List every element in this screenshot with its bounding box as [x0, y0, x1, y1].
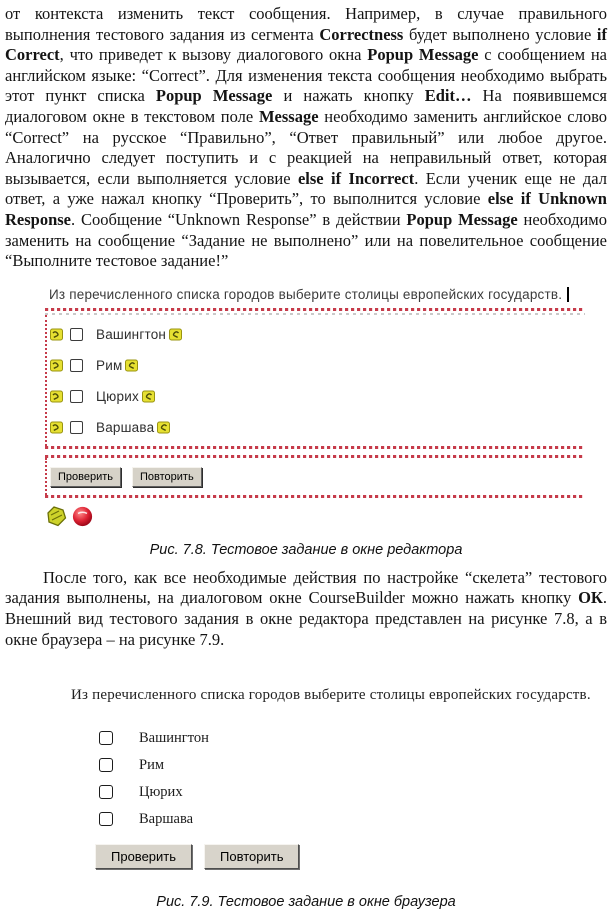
browser-option-row	[99, 810, 607, 828]
coursebuilder-marker-icon[interactable]	[142, 390, 155, 403]
figure-7-9-caption: Рис. 7.9. Тестовое задание в окне браузера	[156, 894, 456, 911]
text-cursor	[567, 287, 569, 302]
dotted-border-top	[45, 308, 585, 311]
browser-task-text: Из перечисленного списка городов выберите столицы европейских государств.	[71, 687, 591, 704]
repeat-button-browser[interactable]: Повторить	[204, 844, 299, 869]
coursebuilder-marker-icon[interactable]	[169, 328, 182, 341]
editor-checkbox[interactable]	[70, 421, 83, 434]
browser-checkbox[interactable]	[99, 731, 113, 745]
editor-checkbox[interactable]	[70, 328, 83, 341]
browser-buttons-region	[95, 844, 607, 869]
figure-7-8-caption: Рис. 7.8. Тестовое задание в окне редактора	[149, 541, 463, 558]
browser-option-label: Варшава	[139, 810, 194, 827]
editor-option-label: Цюрих	[96, 389, 139, 405]
browser-option-label: Цюрих	[139, 783, 183, 800]
editor-task-text-label: Из перечисленного списка городов выберите столицы европейских государств.	[49, 286, 563, 302]
editor-buttons-region	[45, 458, 585, 495]
editor-checkbox[interactable]	[70, 390, 83, 403]
editor-option-row	[50, 387, 585, 407]
coursebuilder-marker-icon[interactable]	[125, 359, 138, 372]
repeat-button-editor[interactable]: Повторить	[132, 467, 202, 487]
coursebuilder-marker-icon[interactable]	[50, 328, 63, 341]
coursebuilder-red-icon[interactable]	[71, 505, 94, 528]
editor-task-text	[49, 287, 585, 302]
coursebuilder-marker-icon[interactable]	[50, 359, 63, 372]
coursebuilder-marker-icon[interactable]	[50, 390, 63, 403]
editor-option-row	[50, 418, 585, 438]
browser-option-row	[99, 783, 607, 801]
body-paragraph-1: от контекста изменить текст сообщения. Например, в случае правильного выполнения тестового задания из сегмента Correctness будет выполнено условие if Correct, что приведет к вызову диалогового окна Popup Message с сообщением на английском языке: “Correct”. Для изменения текста сообщения необходимо выбрать этот пункт списка Popup Message и нажать кнопку Edit… На появившемся диалоговом окне в текстовом поле Message необходимо заменить английское слово “Correct” на русское “Правильно”, “Ответ правильный” или любое другое. Аналогично следует поступить и с реакцией на неправильный ответ, которая вызывается, если выполняется условие else if Incorrect. Если ученик еще не дал ответ, а уже нажал кнопку “Проверить”, то выполнится условие else if Unknown Response. Сообщение “Unknown Response” в действии Popup Message необходимо заменить на сообщение “Задание не выполнено” или на повелительное сообщение “Выполните тестовое задание!”	[5, 4, 608, 271]
browser-checkbox[interactable]	[99, 758, 113, 772]
body-paragraph-2: После того, как все необходимые действия по настройке “скелета” тестового задания выполнены, на диалоговом окне CourseBuilder можно нажать кнопку ОК. Внешний вид тестового задания в окне редактора представлен на рисунке 7.8, а в окне браузера – на рисунке 7.9.	[5, 567, 607, 649]
editor-options-region	[45, 315, 585, 446]
browser-checkbox[interactable]	[99, 812, 113, 826]
coursebuilder-marker-icon[interactable]	[50, 421, 63, 434]
editor-option-row	[50, 325, 585, 345]
browser-checkbox[interactable]	[99, 785, 113, 799]
check-button-browser[interactable]: Проверить	[95, 844, 192, 869]
browser-option-label: Вашингтон	[139, 729, 209, 746]
editor-checkbox[interactable]	[70, 359, 83, 372]
dotted-border-bottom	[45, 495, 585, 498]
coursebuilder-marker-icon[interactable]	[157, 421, 170, 434]
editor-option-label: Вашингтон	[96, 327, 167, 343]
editor-option-row	[50, 356, 585, 376]
coursebuilder-yellow-icon[interactable]	[46, 506, 67, 527]
browser-option-row	[99, 729, 607, 747]
editor-option-label: Варшава	[96, 420, 155, 436]
editor-option-label: Рим	[96, 358, 123, 374]
browser-option-row	[99, 756, 607, 774]
figure-browser-view	[71, 687, 607, 869]
check-button-editor[interactable]: Проверить	[50, 467, 121, 487]
editor-invisible-markers	[46, 505, 585, 529]
figure-editor-view	[45, 287, 585, 529]
browser-option-label: Рим	[139, 756, 164, 773]
